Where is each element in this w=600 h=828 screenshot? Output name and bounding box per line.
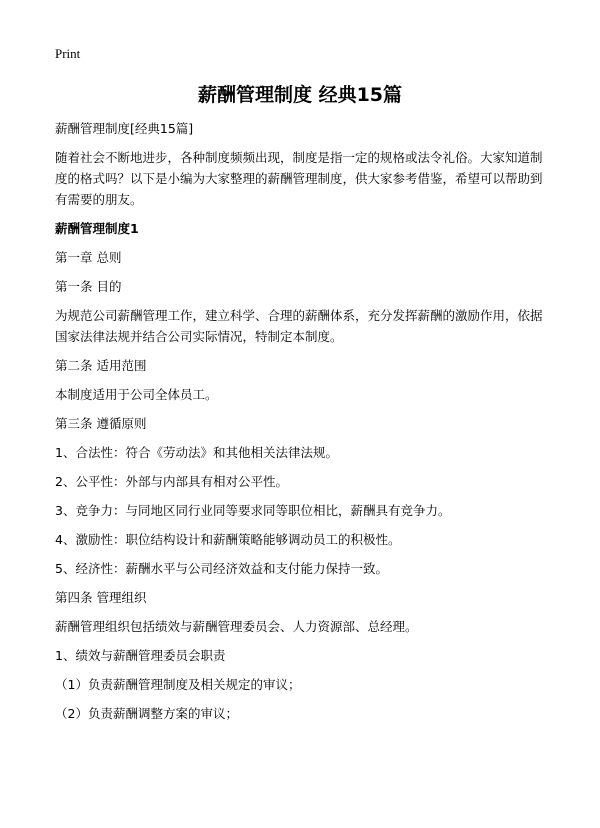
subtitle-paragraph: 薪酬管理制度[经典15篇]	[55, 121, 194, 136]
body-paragraph: 薪酬管理组织包括绩效与薪酬管理委员会、人力资源部、总经理。	[55, 619, 418, 634]
list-item: 5、经济性：薪酬水平与公司经济效益和支付能力保持一致。	[55, 561, 388, 576]
article-heading: 第四条 管理组织	[55, 590, 147, 605]
sub-list-item: （1）负责薪酬管理制度及相关规定的审议；	[55, 677, 301, 692]
article-heading: 第一条 目的	[55, 279, 122, 294]
chapter-heading: 第一章 总则	[55, 250, 122, 265]
document-body	[55, 118, 550, 732]
article-heading: 第三条 遵循原则	[55, 416, 147, 431]
list-item: 3、竞争力：与同地区同行业同等要求同等职位相比，薪酬具有竞争力。	[55, 503, 451, 518]
list-item: 2、公平性：外部与内部具有相对公平性。	[55, 474, 288, 489]
body-paragraph: 本制度适用于公司全体员工。	[55, 387, 218, 402]
list-item: 1、绩效与薪酬管理委员会职责	[55, 648, 226, 663]
intro-paragraph: 随着社会不断地进步，各种制度频频出现，制度是指一定的规格或法令礼俗。大家知道制度的格式吗？以下是小编为大家整理的薪酬管理制度，供大家参考借鉴，希望可以帮助到有需要的朋友。	[55, 150, 543, 207]
article-heading: 第二条 适用范围	[55, 358, 147, 373]
document-title: 薪酬管理制度 经典15篇	[197, 84, 403, 106]
sub-list-item: （2）负责薪酬调整方案的审议；	[55, 706, 238, 721]
list-item: 4、激励性：职位结构设计和薪酬策略能够调动员工的积极性。	[55, 532, 401, 547]
list-item: 1、合法性：符合《劳动法》和其他相关法律法规。	[55, 445, 338, 460]
section-heading: 薪酬管理制度1	[55, 221, 139, 236]
body-paragraph: 为规范公司薪酬管理工作，建立科学、合理的薪酬体系，充分发挥薪酬的激励作用，依据国家法律法规并结合公司实际情况，特制定本制度。	[55, 308, 543, 344]
print-link[interactable]: Print	[55, 46, 81, 61]
